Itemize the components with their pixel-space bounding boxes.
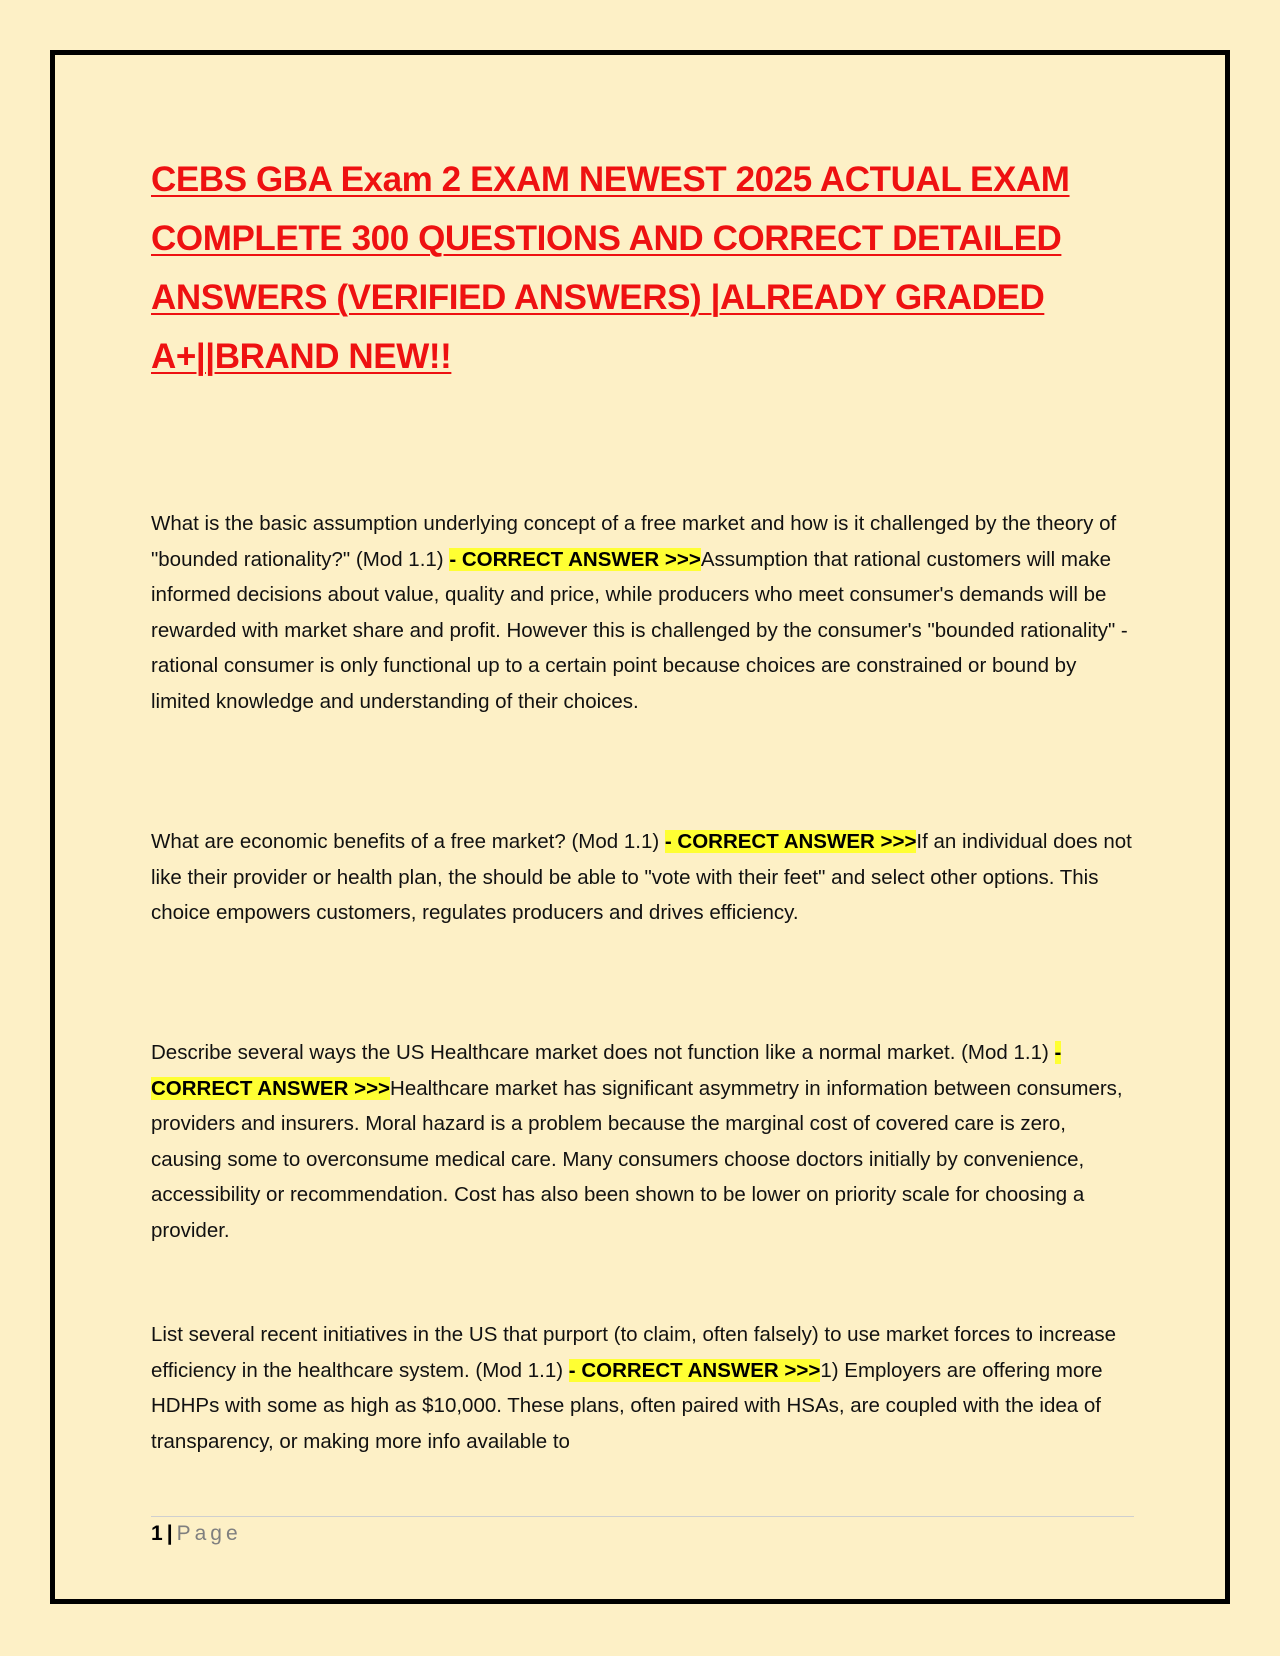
correct-answer-marker: - CORRECT ANSWER >>> [151,1041,1062,1100]
page-number: 1 [151,1522,163,1545]
correct-answer-marker: - CORRECT ANSWER >>> [664,830,917,853]
answer-text: Assumption that rational customers will make informed decisions about value, quality and price, while producers who meet consumer's demands will be rewarded with market share and profit. However this is challenged by the consumer's "bounded rationality" - rational consumer is only functional up to a certain point because choices are constrained or bound by limited knowledge and understanding of their choices. [151,547,1128,713]
answer-text: Healthcare market has significant asymmetry in information between consumers, providers and insurers. Moral hazard is a problem because the marginal cost of covered care is zero, causing some to overconsume medical care. Many consumers choose doctors initially by convenience, accessibility or recommendation. Cost has also been shown to be lower on priority scale for choosing a provider. [151,1076,1123,1242]
qa-item-2 [151,824,1134,931]
question-text: Describe several ways the US Healthcare market does not function like a normal market. (Mod 1.1) [151,1041,1055,1064]
footer-divider [151,1516,1134,1517]
page-footer [151,1522,242,1546]
question-text: List several recent initiatives in the US that purport (to claim, often falsely) to use market forces to increase efficiency in the healthcare system. (Mod 1.1) [151,1323,1117,1382]
answer-text: If an individual does not like their provider or health plan, the should be able to "vote with their feet" and select other options. This choice empowers customers, regulates producers and drives efficiency. [151,830,1132,924]
correct-answer-marker: - CORRECT ANSWER >>> [449,547,701,571]
footer-separator: | [166,1522,173,1545]
qa-item-3 [151,1035,1134,1248]
question-text: What are economic benefits of a free market? (Mod 1.1) [151,830,665,853]
qa-item-1 [151,506,1134,719]
document-title: CEBS GBA Exam 2 EXAM NEWEST 2025 ACTUAL EXAM COMPLETE 300 QUESTIONS AND CORRECT DETAILED ANSWERS (VERIFIED ANSWERS) |ALREADY GRADED A+||BRAND NEW!! [151,160,1070,376]
qa-item-4 [151,1317,1134,1459]
answer-text: 1) Employers are offering more HDHPs with some as high as $10,000. These plans, often paired with HSAs, are coupled with the idea of transparency, or making more info available to [151,1358,1103,1453]
correct-answer-marker: - CORRECT ANSWER >>> [568,1358,821,1382]
question-text: What is the basic assumption underlying concept of a free market and how is it challenged by the theory of "bounded rationality?" (Mod 1.1) [151,512,1117,571]
document-body [151,150,1134,1453]
page-label: Page [176,1522,242,1545]
